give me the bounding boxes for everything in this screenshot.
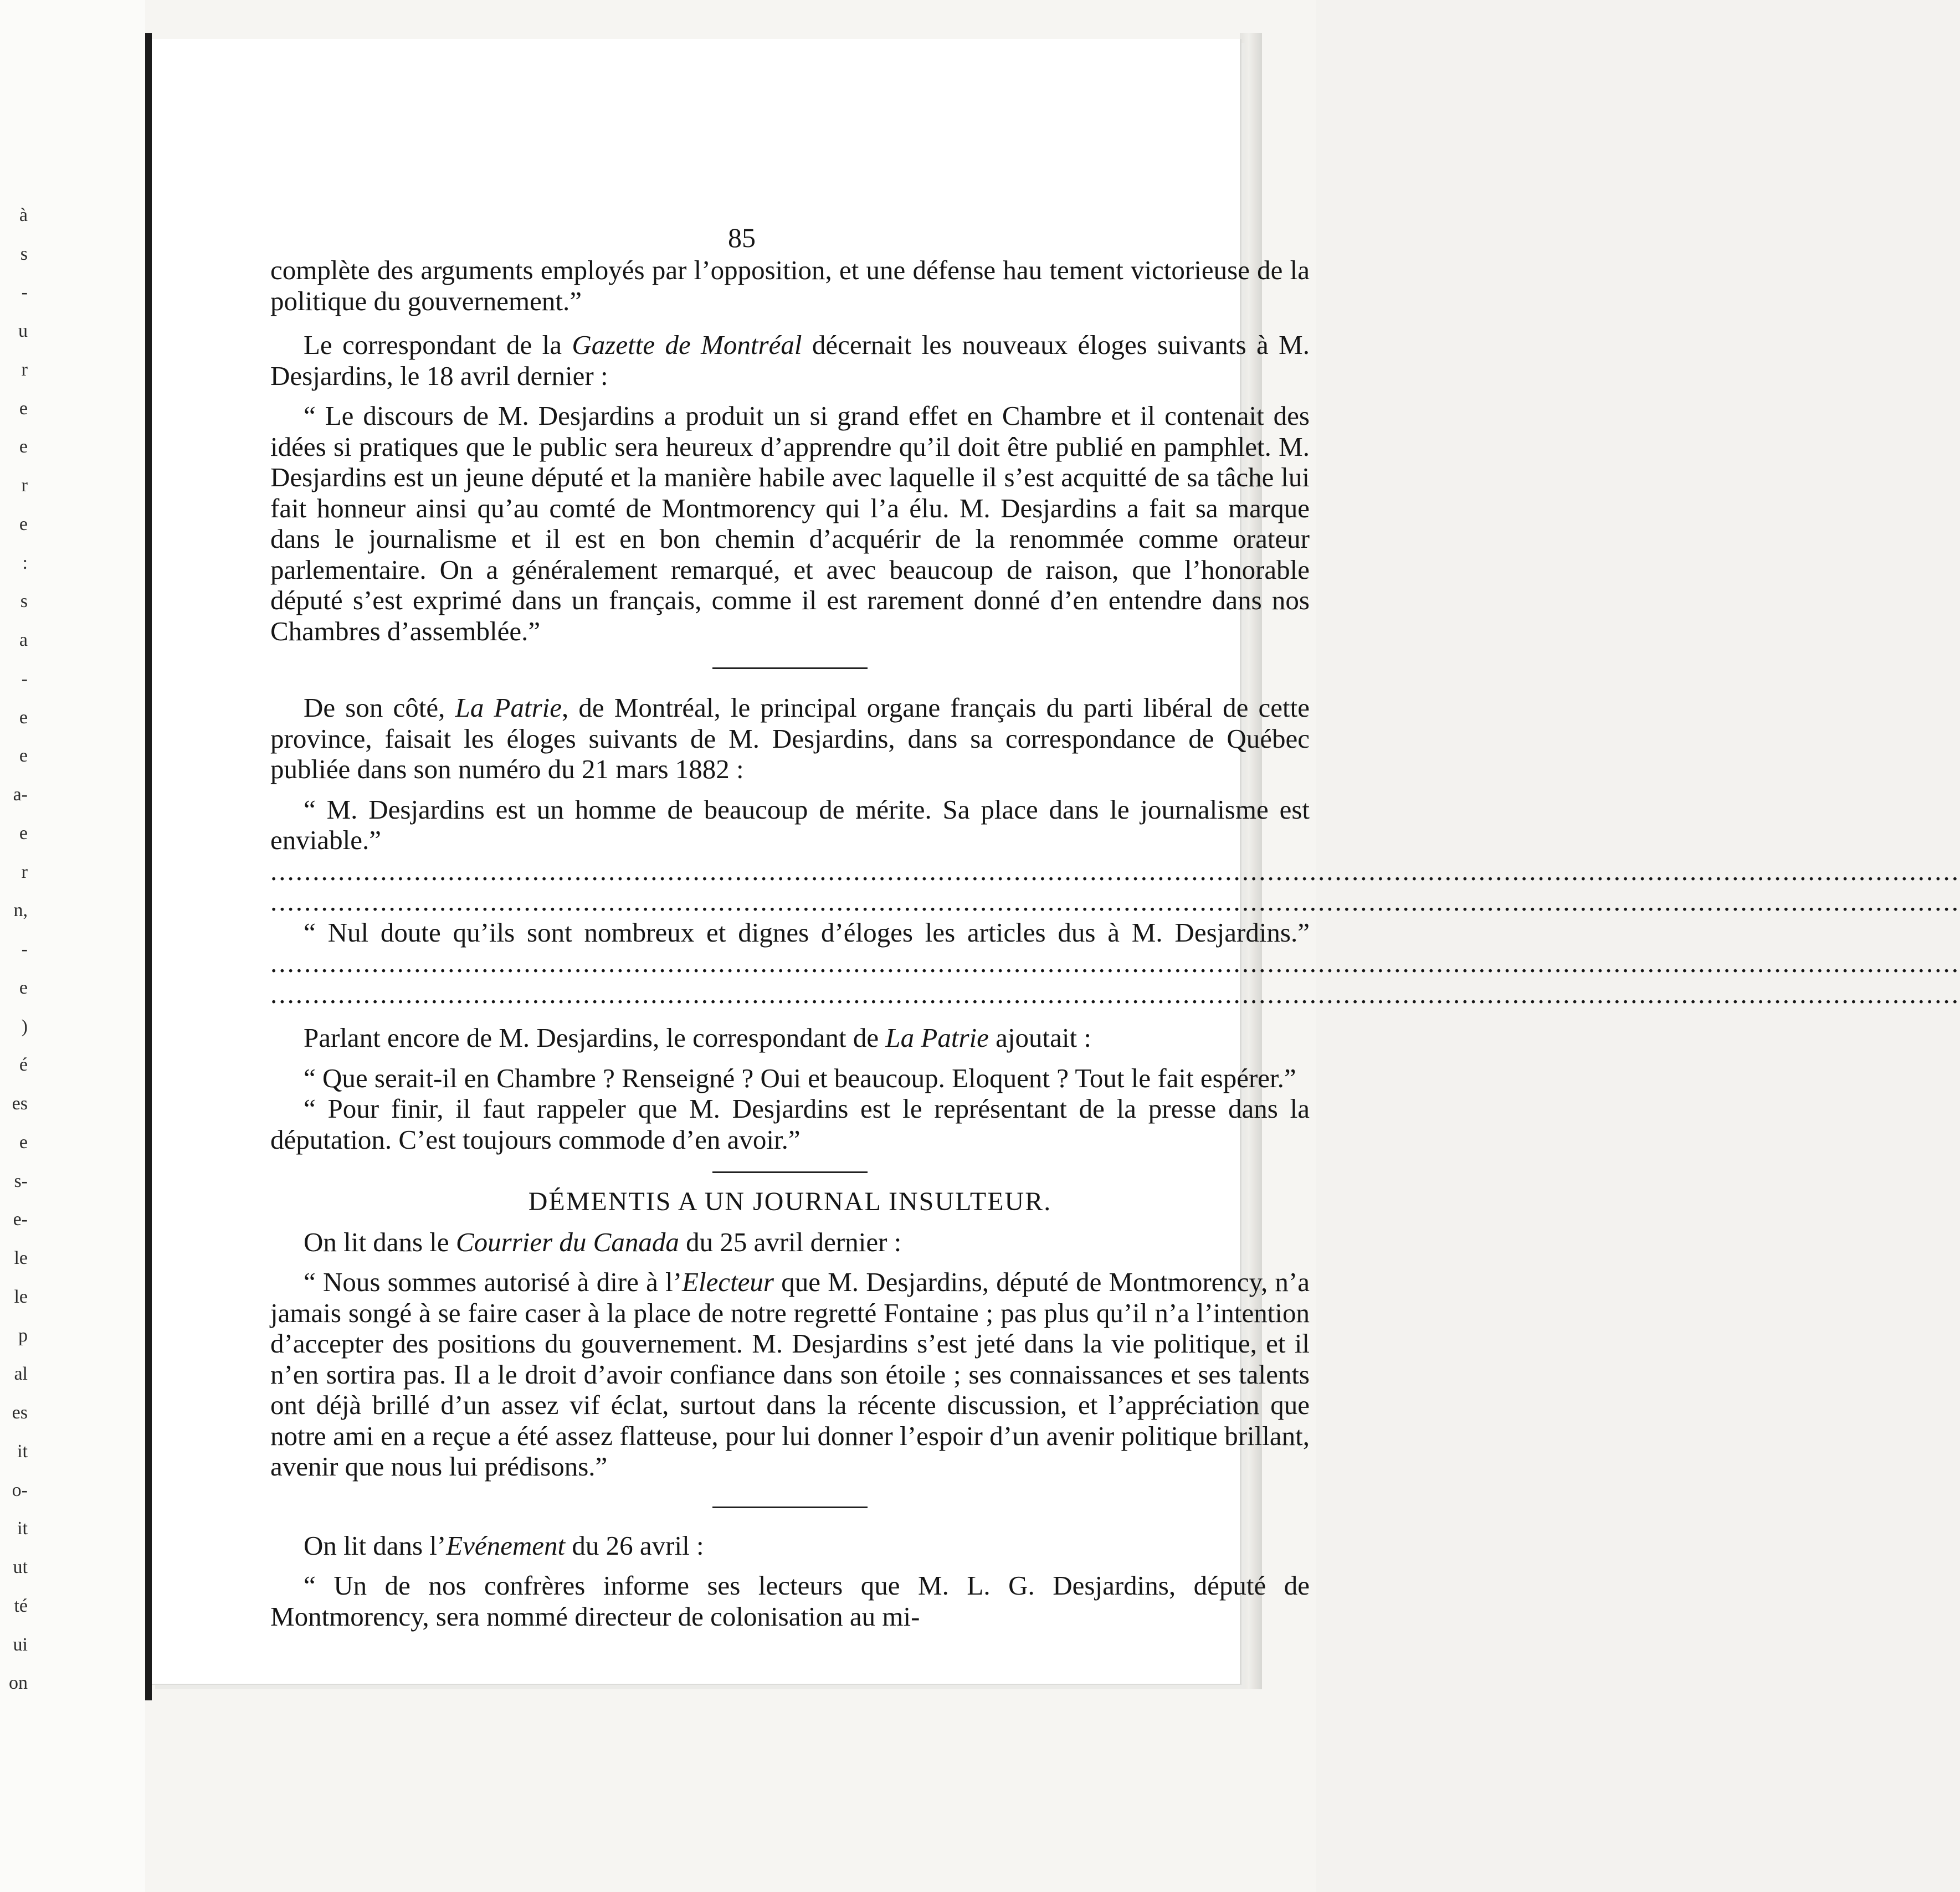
publication-title: La Patrie	[455, 692, 562, 723]
quote-patrie-1: “ M. Desjardins est un homme de beaucoup de mérite. Sa place dans le journalisme est enviable.” ........................................................................................................................................................................................................	[270, 794, 1960, 886]
left-page-fragment: :	[22, 552, 28, 573]
left-page-fragment: -	[21, 668, 28, 689]
left-page-fragment: es	[12, 1402, 28, 1423]
quote-gazette: “ Le discours de M. Desjardins a produit un si grand effet en Chambre et il contenait des idées si pratiques que le public sera heureux d’apprendre qu’il doit être publié en pamphlet. M. Desjardins est un jeune député et la manière habile avec laquelle il s’est acquitté de sa tâche lui fait honneur ainsi qu’au comté de Montmorency qui l’a élu. M. Desjardins a fait sa marque dans le journalisme et il est en bon chemin d’acquérir de la renommée comme orateur parlementaire. On a généralement remarqué, et avec beaucoup de raison, que l’honorable député s’est exprimé dans un français, comme il est rarement donné d’en entendre dans nos Chambres d’assemblée.”	[270, 400, 1310, 646]
quote-patrie-4: “ Pour finir, il faut rappeler que M. Desjardins est le représentant de la presse dans la députation. C’est toujours commode d’en avoir.”	[270, 1093, 1310, 1155]
paragraph-gazette-intro: Le correspondant de la Gazette de Montréal décernait les nouveaux éloges suivants à M. Desjardins, le 18 avril dernier :	[270, 330, 1310, 391]
quote-patrie-2: “ Nul doute qu’ils sont nombreux et dignes d’éloges les articles dus à M. Desjardins.” ........................................................................................................................................................................................................	[270, 917, 1960, 978]
dot-leader-line: ........................................................................................................................................................................................................	[270, 978, 1960, 1009]
publication-title: Evénement	[446, 1530, 566, 1561]
left-page-fragment: e	[19, 977, 28, 998]
left-page-fragment: n,	[13, 900, 28, 921]
left-page-fragment: e	[19, 513, 28, 534]
left-page-fragment: r	[21, 861, 28, 882]
quote-patrie-3: “ Que serait-il en Chambre ? Renseigné ? Oui et beaucoup. Eloquent ? Tout le fait espérer.”	[304, 1062, 1296, 1093]
paragraph-continuation: complète des arguments employés par l’opposition, et une défense hau tement victorieuse de la politique du gouvernement.”	[270, 255, 1310, 316]
left-page-fragment: é	[19, 1055, 28, 1076]
left-page-fragment: -	[21, 939, 28, 960]
left-page-fragment: e	[19, 436, 28, 457]
left-page-fragment: ut	[13, 1557, 28, 1578]
left-page-fragment: à	[19, 205, 28, 225]
left-page-fragment: s	[20, 243, 28, 264]
left-page-fragment: a-	[13, 784, 28, 805]
left-page-fragment: p	[18, 1325, 28, 1346]
paragraph-courrier-intro: On lit dans le Courrier du Canada du 25 avril dernier :	[304, 1226, 902, 1257]
left-page-fragment: u	[18, 321, 28, 342]
left-page-fragment: s	[20, 591, 28, 612]
page-number: 85	[728, 222, 756, 253]
left-page-fragment: al	[14, 1364, 28, 1385]
publication-title: La Patrie	[885, 1022, 989, 1053]
left-page-fragment: e	[19, 746, 28, 767]
left-page-fragment: le	[14, 1286, 28, 1307]
section-divider	[712, 667, 868, 669]
left-page-fragment: r	[21, 359, 28, 380]
left-page-fragment: e	[19, 1132, 28, 1153]
publication-title: Courrier du Canada	[455, 1226, 679, 1257]
left-page-fragment: e	[19, 398, 28, 419]
left-page-fragment: es	[12, 1093, 28, 1114]
publication-title: Electeur	[682, 1267, 774, 1297]
left-page-fragment: )	[21, 1016, 28, 1037]
book-page	[152, 39, 1960, 1685]
dot-leader-line: ........................................................................................................................................................................................................	[270, 886, 1960, 917]
quote-evenement: “ Un de nos confrères informe ses lecteurs que M. L. G. Desjardins, député de Montmorency, sera nommé directeur de colonisation au mi-	[270, 1570, 1310, 1632]
left-page-fragment: it	[17, 1518, 28, 1539]
section-heading: DÉMENTIS A UN JOURNAL INSULTEUR.	[528, 1187, 1052, 1216]
left-page-fragment: a	[19, 630, 28, 651]
left-page-fragment: e-	[13, 1209, 28, 1230]
left-page-fragment: -	[21, 282, 28, 303]
left-page-fragment: e	[19, 822, 28, 844]
page-body	[270, 255, 1960, 1632]
paragraph-evenement-intro: On lit dans l’Evénement du 26 avril :	[304, 1530, 704, 1561]
section-divider	[712, 1507, 868, 1508]
section-divider	[712, 1171, 868, 1173]
left-page-fragment: r	[21, 475, 28, 496]
quote-courrier: “ Nous sommes autorisé à dire à l’Electeur que M. Desjardins, député de Montmorency, n’a jamais songé à se faire caser à la place de notre regretté Fontaine ; pas plus qu’il n’a l’intention d’accepter des positions du gouvernement. M. Desjardins s’est jeté dans la vie politique, et il n’en sortira pas. Il a le droit d’avoir confiance dans son étoile ; ses connaissances et ses talents ont déjà brillé d’un assez vif éclat, surtout dans la récente discussion, et l’appréciation que notre ami en a reçue a été assez flatteuse, pour lui donner l’espoir d’un avenir politique brillant, avenir que nous lui prédisons.”	[270, 1267, 1310, 1482]
left-page-fragment: s-	[14, 1170, 28, 1191]
dot-leader: ........................................................................................................................................................................................................	[270, 948, 1960, 978]
left-page-fragment: on	[9, 1673, 28, 1694]
publication-title: Gazette de Montréal	[572, 330, 802, 360]
left-page-fragment: té	[14, 1595, 28, 1616]
left-page-fragment: e	[19, 707, 28, 728]
book-gutter	[145, 33, 152, 1700]
left-page-fragment: le	[14, 1248, 28, 1269]
left-page-fragment: it	[17, 1441, 28, 1462]
left-facing-page	[0, 0, 145, 1892]
left-page-fragment: ui	[13, 1634, 28, 1655]
left-page-fragment: o-	[12, 1479, 28, 1500]
dot-leader: ........................................................................................................................................................................................................	[270, 855, 1960, 886]
paragraph-patrie-again: Parlant encore de M. Desjardins, le correspondant de La Patrie ajoutait :	[304, 1022, 1091, 1053]
paragraph-patrie-intro: De son côté, La Patrie, de Montréal, le principal organe français du parti libéral de cette province, faisait les éloges suivants de M. Desjardins, dans sa correspondance de Québec publiée dans son numéro du 21 mars 1882 :	[270, 692, 1310, 784]
